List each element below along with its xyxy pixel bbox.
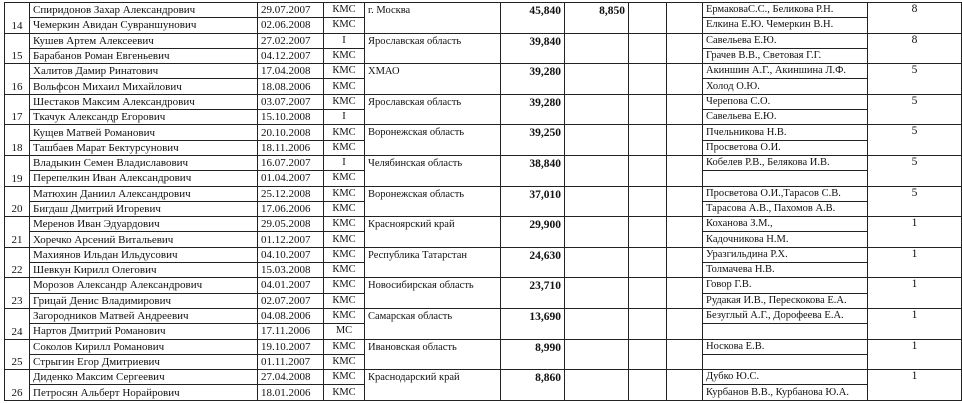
sport-rank: КМС [324, 79, 365, 94]
sport-rank: КМС [324, 3, 365, 18]
coach-names: Кадочникова Н.М. [703, 232, 868, 247]
birth-date: 27.04.2008 [258, 370, 324, 385]
region: Воронежская область [365, 125, 501, 156]
place-number: 24 [5, 308, 30, 339]
sport-rank: КМС [324, 278, 365, 293]
sport-rank: КМС [324, 232, 365, 247]
place-number: 18 [5, 125, 30, 156]
coach-names [703, 324, 868, 339]
athlete-name: Чемеркин Авидан Сувраншунович [30, 18, 258, 33]
coach-names: Холод О.Ю. [703, 79, 868, 94]
sport-rank: КМС [324, 125, 365, 140]
birth-date: 29.07.2007 [258, 3, 324, 18]
coach-names: Просветова О.И. [703, 140, 868, 155]
coach-names: Коханова З.М., [703, 217, 868, 232]
empty-cell [667, 155, 703, 186]
coach-names: Елкина Е.Ю. Чемеркин В.Н. [703, 18, 868, 33]
region: Ярославская область [365, 33, 501, 64]
place-number: 21 [5, 217, 30, 248]
empty-cell [667, 339, 703, 370]
bonus-score [565, 186, 629, 217]
athlete-name: Матюхин Даниил Александрович [30, 186, 258, 201]
table-row [5, 64, 962, 79]
birth-date: 04.01.2007 [258, 278, 324, 293]
sport-rank: КМС [324, 339, 365, 354]
athlete-name: Кушев Артем Алексеевич [30, 33, 258, 48]
athlete-name: Перепелкин Иван Александрович [30, 171, 258, 186]
athlete-name: Меренов Иван Эдуардович [30, 217, 258, 232]
empty-cell [629, 155, 667, 186]
coach-names: Рудакая И.В., Перескокова Е.А. [703, 293, 868, 308]
athlete-name: Махиянов Ильдан Ильдусович [30, 247, 258, 262]
sport-rank: I [324, 33, 365, 48]
birth-date: 17.06.2006 [258, 201, 324, 216]
birth-date: 17.04.2008 [258, 64, 324, 79]
region: Воронежская область [365, 186, 501, 217]
sport-rank: КМС [324, 186, 365, 201]
athlete-name: Стрыгин Егор Дмитриевич [30, 354, 258, 369]
bonus-score [565, 125, 629, 156]
region: Ярославская область [365, 94, 501, 125]
total-score: 38,840 [501, 155, 565, 186]
empty-cell [629, 64, 667, 95]
bonus-score [565, 155, 629, 186]
empty-cell [629, 94, 667, 125]
total-score: 29,900 [501, 217, 565, 248]
athlete-name: Владыкин Семен Владиславович [30, 155, 258, 170]
empty-cell [629, 125, 667, 156]
sport-rank: КМС [324, 385, 365, 400]
team-points: 5 [868, 186, 962, 217]
place-number: 23 [5, 278, 30, 309]
coach-names: Савельева Е.Ю. [703, 110, 868, 125]
coach-names: Говор Г.В. [703, 278, 868, 293]
sport-rank: I [324, 155, 365, 170]
athlete-name: Ташбаев Марат Бектурсунович [30, 140, 258, 155]
total-score: 39,840 [501, 33, 565, 64]
table-row [5, 125, 962, 140]
athlete-name: Диденко Максим Сергеевич [30, 370, 258, 385]
empty-cell [629, 33, 667, 64]
coach-names: Грачев В.В., Световая Г.Г. [703, 48, 868, 63]
team-points: 1 [868, 370, 962, 401]
coach-names: Савельева Е.Ю. [703, 33, 868, 48]
athlete-name: Хоречко Арсений Витальевич [30, 232, 258, 247]
total-score: 39,250 [501, 125, 565, 156]
team-points: 5 [868, 155, 962, 186]
birth-date: 16.07.2007 [258, 155, 324, 170]
team-points: 5 [868, 94, 962, 125]
birth-date: 20.10.2008 [258, 125, 324, 140]
coach-names: Кобелев Р.В., Белякова И.В. [703, 155, 868, 170]
empty-cell [667, 247, 703, 278]
athlete-name: Бигдаш Дмитрий Игоревич [30, 201, 258, 216]
athlete-name: Морозов Александр Александрович [30, 278, 258, 293]
table-row [5, 33, 962, 48]
place-number: 26 [5, 370, 30, 401]
place-number: 25 [5, 339, 30, 370]
birth-date: 15.10.2008 [258, 110, 324, 125]
empty-cell [667, 217, 703, 248]
total-score: 45,840 [501, 3, 565, 34]
athlete-name: Нартов Дмитрий Романович [30, 324, 258, 339]
sport-rank: КМС [324, 171, 365, 186]
team-points: 1 [868, 217, 962, 248]
athlete-name: Ткачук Александр Егорович [30, 110, 258, 125]
table-row [5, 308, 962, 323]
empty-cell [667, 94, 703, 125]
sport-rank: КМС [324, 201, 365, 216]
athlete-name: Грицай Денис Владимирович [30, 293, 258, 308]
team-points: 1 [868, 247, 962, 278]
athlete-name: Соколов Кирилл Романович [30, 339, 258, 354]
empty-cell [667, 278, 703, 309]
coach-names: Толмачева Н.В. [703, 263, 868, 278]
birth-date: 25.12.2008 [258, 186, 324, 201]
results-table [4, 2, 962, 401]
coach-names [703, 354, 868, 369]
athlete-name: Халитов Дамир Ринатович [30, 64, 258, 79]
team-points: 8 [868, 3, 962, 34]
sport-rank: МС [324, 324, 365, 339]
sport-rank: КМС [324, 48, 365, 63]
athlete-name: Петросян Альберт Норайрович [30, 385, 258, 400]
total-score: 37,010 [501, 186, 565, 217]
empty-cell [667, 186, 703, 217]
place-number: 19 [5, 155, 30, 186]
region: Республика Татарстан [365, 247, 501, 278]
empty-cell [667, 308, 703, 339]
bonus-score [565, 94, 629, 125]
birth-date: 19.10.2007 [258, 339, 324, 354]
sport-rank: КМС [324, 217, 365, 232]
birth-date: 17.11.2006 [258, 324, 324, 339]
coach-names: Тарасова А.В., Пахомов А.В. [703, 201, 868, 216]
table-row [5, 339, 962, 354]
sport-rank: КМС [324, 263, 365, 278]
sport-rank: КМС [324, 293, 365, 308]
sport-rank: КМС [324, 94, 365, 109]
place-number: 14 [5, 3, 30, 34]
bonus-score [565, 64, 629, 95]
empty-cell [629, 308, 667, 339]
total-score: 39,280 [501, 94, 565, 125]
total-score: 8,860 [501, 370, 565, 401]
region: Челябинская область [365, 155, 501, 186]
team-points: 8 [868, 33, 962, 64]
bonus-score [565, 247, 629, 278]
bonus-score [565, 278, 629, 309]
total-score: 24,630 [501, 247, 565, 278]
table-row [5, 186, 962, 201]
results-table-body [5, 3, 962, 401]
birth-date: 02.07.2007 [258, 293, 324, 308]
region: Красноярский край [365, 217, 501, 248]
sport-rank: КМС [324, 140, 365, 155]
sport-rank: КМС [324, 354, 365, 369]
athlete-name: Загородников Матвей Андреевич [30, 308, 258, 323]
empty-cell [629, 278, 667, 309]
empty-cell [629, 186, 667, 217]
athlete-name: Вольфсон Михаил Михайлович [30, 79, 258, 94]
coach-names: Пчельникова Н.В. [703, 125, 868, 140]
athlete-name: Кущев Матвей Романович [30, 125, 258, 140]
region: Ивановская область [365, 339, 501, 370]
region: г. Москва [365, 3, 501, 34]
athlete-name: Шестаков Максим Александрович [30, 94, 258, 109]
coach-names: ЕрмаковаС.С., Беликова Р.Н. [703, 3, 868, 18]
empty-cell [629, 247, 667, 278]
bonus-score [565, 308, 629, 339]
team-points: 1 [868, 339, 962, 370]
sport-rank: КМС [324, 370, 365, 385]
empty-cell [667, 125, 703, 156]
coach-names: Просветова О.И.,Тарасов С.В. [703, 186, 868, 201]
sport-rank: КМС [324, 308, 365, 323]
total-score: 8,990 [501, 339, 565, 370]
birth-date: 01.11.2007 [258, 354, 324, 369]
coach-names: Безуглый А.Г., Дорофеева Е.А. [703, 308, 868, 323]
place-number: 20 [5, 186, 30, 217]
empty-cell [667, 3, 703, 34]
birth-date: 18.01.2006 [258, 385, 324, 400]
table-row [5, 3, 962, 18]
birth-date: 27.02.2007 [258, 33, 324, 48]
birth-date: 15.03.2008 [258, 263, 324, 278]
birth-date: 04.10.2007 [258, 247, 324, 262]
place-number: 22 [5, 247, 30, 278]
sport-rank: I [324, 110, 365, 125]
empty-cell [667, 64, 703, 95]
table-row [5, 278, 962, 293]
total-score: 39,280 [501, 64, 565, 95]
place-number: 16 [5, 64, 30, 95]
coach-names: Курбанов В.В., Курбанова Ю.А. [703, 385, 868, 400]
empty-cell [629, 3, 667, 34]
birth-date: 29.05.2008 [258, 217, 324, 232]
sport-rank: КМС [324, 247, 365, 262]
empty-cell [629, 217, 667, 248]
place-number: 17 [5, 94, 30, 125]
region: Краснодарский край [365, 370, 501, 401]
table-row [5, 247, 962, 262]
bonus-score [565, 370, 629, 401]
team-points: 5 [868, 125, 962, 156]
table-row [5, 94, 962, 109]
bonus-score [565, 339, 629, 370]
table-row [5, 217, 962, 232]
birth-date: 01.04.2007 [258, 171, 324, 186]
table-row [5, 370, 962, 385]
athlete-name: Барабанов Роман Евгеньевич [30, 48, 258, 63]
birth-date: 04.08.2006 [258, 308, 324, 323]
coach-names: Дубко Ю.С. [703, 370, 868, 385]
empty-cell [629, 339, 667, 370]
empty-cell [667, 33, 703, 64]
bonus-score [565, 217, 629, 248]
birth-date: 02.06.2008 [258, 18, 324, 33]
birth-date: 01.12.2007 [258, 232, 324, 247]
coach-names: Уразгильдина Р.Х. [703, 247, 868, 262]
sport-rank: КМС [324, 18, 365, 33]
birth-date: 04.12.2007 [258, 48, 324, 63]
team-points: 1 [868, 308, 962, 339]
region: Новосибирская область [365, 278, 501, 309]
coach-names: Черепова С.О. [703, 94, 868, 109]
team-points: 1 [868, 278, 962, 309]
birth-date: 03.07.2007 [258, 94, 324, 109]
bonus-score [565, 33, 629, 64]
birth-date: 18.08.2006 [258, 79, 324, 94]
team-points: 5 [868, 64, 962, 95]
total-score: 13,690 [501, 308, 565, 339]
total-score: 23,710 [501, 278, 565, 309]
sport-rank: КМС [324, 64, 365, 79]
birth-date: 18.11.2006 [258, 140, 324, 155]
empty-cell [629, 370, 667, 401]
coach-names: Акиншин А.Г., Акиншина Л.Ф. [703, 64, 868, 79]
empty-cell [667, 370, 703, 401]
coach-names: Носкова Е.В. [703, 339, 868, 354]
region: Самарская область [365, 308, 501, 339]
place-number: 15 [5, 33, 30, 64]
table-row [5, 155, 962, 170]
athlete-name: Спиридонов Захар Александрович [30, 3, 258, 18]
region: ХМАО [365, 64, 501, 95]
coach-names [703, 171, 868, 186]
athlete-name: Шевкун Кирилл Олегович [30, 263, 258, 278]
bonus-score: 8,850 [565, 3, 629, 34]
